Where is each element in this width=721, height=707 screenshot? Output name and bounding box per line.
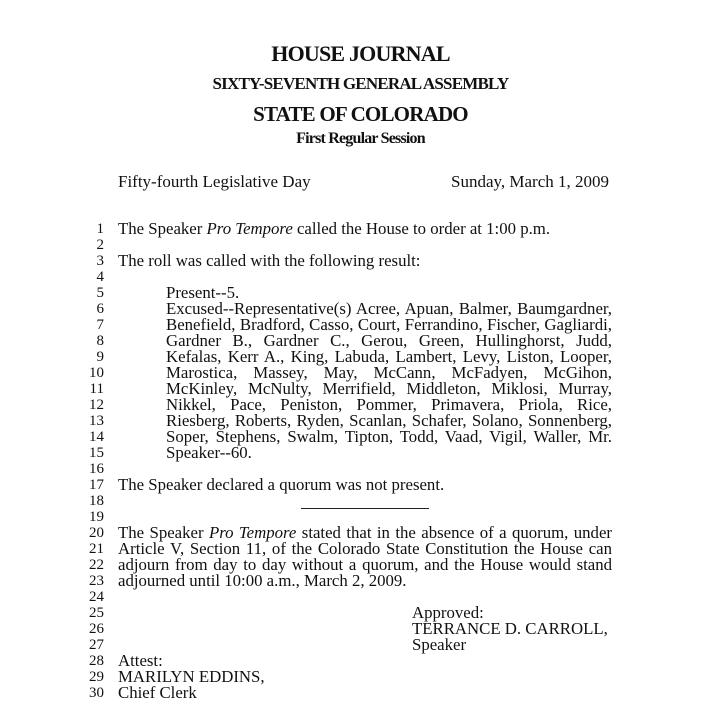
journal-title: HOUSE JOURNAL [271, 41, 450, 66]
adjournment-text-end: stated that in the absence of a quorum, under [296, 523, 612, 542]
line-number: 6 [96, 301, 104, 317]
attest-label: Attest: [118, 651, 163, 670]
line-number: 21 [89, 541, 104, 557]
roll-call-intro: The roll was called with the following result: [118, 251, 421, 270]
line-number: 20 [89, 525, 104, 541]
line-number: 19 [89, 509, 104, 525]
line-number: 25 [89, 605, 104, 621]
adjournment-line: Article V, Section 11, of the Colorado State Constitution the House can [118, 539, 612, 558]
call-to-order-line [118, 221, 550, 237]
section-divider [301, 508, 429, 509]
roll-excused-line: Riesberg, Roberts, Ryden, Scanlan, Schafer, Solano, Sonnenberg, [166, 411, 612, 430]
line-number: 23 [89, 573, 104, 589]
line-number: 3 [96, 253, 104, 269]
quorum-statement: The Speaker declared a quorum was not present. [118, 475, 445, 494]
roll-excused-line: Gardner B., Gardner C., Gerou, Green, Hullinghorst, Judd, [166, 331, 612, 350]
pro-tempore-emphasis: Pro Tempore [208, 523, 297, 542]
line-number: 18 [89, 493, 104, 509]
roll-excused-line: Excused--Representative(s) Acree, Apuan, Balmer, Baumgardner, [166, 299, 612, 318]
line-number: 14 [89, 429, 104, 445]
line-number: 2 [96, 237, 104, 253]
approved-label: Approved: [412, 603, 484, 622]
line-number: 24 [89, 589, 104, 605]
state-heading: STATE OF COLORADO [253, 102, 468, 126]
call-to-order-text-end: called the House to order at 1:00 p.m. [292, 219, 551, 238]
roll-excused-line: Kefalas, Kerr A., King, Labuda, Lambert, Levy, Liston, Looper, [166, 347, 612, 366]
line-number: 15 [89, 445, 104, 461]
speaker-title: Speaker [412, 635, 467, 654]
line-number: 27 [89, 637, 104, 653]
roll-present: Present--5. [166, 283, 240, 302]
roll-excused-line: Soper, Stephens, Swalm, Tipton, Todd, Vaad, Vigil, Waller, Mr. [166, 427, 612, 446]
line-number: 4 [96, 269, 104, 285]
clerk-title: Chief Clerk [118, 683, 197, 702]
adjournment-line: adjourn from day to day without a quorum, and the House would stand [118, 555, 612, 574]
legislative-day: Fifty-fourth Legislative Day [118, 172, 311, 191]
line-number: 7 [96, 317, 104, 333]
roll-total: Speaker--60. [166, 443, 252, 462]
line-number: 1 [96, 221, 104, 237]
clerk-name: MARILYN EDDINS, [118, 667, 265, 686]
roll-excused-line: Benefield, Bradford, Casso, Court, Ferrandino, Fischer, Gagliardi, [166, 315, 612, 334]
call-to-order-text: The Speaker [118, 219, 207, 238]
assembly-heading: SIXTY-SEVENTH GENERAL ASSEMBLY [212, 74, 509, 93]
line-number: 11 [89, 381, 104, 397]
line-number: 8 [96, 333, 104, 349]
adjournment-line: adjourned until 10:00 a.m., March 2, 2009. [118, 571, 407, 590]
roll-excused-line: Nikkel, Pace, Peniston, Pommer, Primavera, Priola, Rice, [166, 395, 612, 414]
line-number: 30 [89, 685, 104, 701]
roll-excused-line: Marostica, Massey, May, McCann, McFadyen, McGihon, [166, 363, 612, 382]
adjournment-text: The Speaker [118, 523, 209, 542]
line-number: 12 [89, 397, 104, 413]
line-number: 17 [89, 477, 104, 493]
session-heading: First Regular Session [296, 130, 425, 147]
line-number: 26 [89, 621, 104, 637]
line-number: 13 [89, 413, 104, 429]
line-number: 9 [96, 349, 104, 365]
line-number: 28 [89, 653, 104, 669]
line-number: 16 [89, 461, 104, 477]
line-number: 10 [89, 365, 104, 381]
line-number: 22 [89, 557, 104, 573]
pro-tempore-emphasis: Pro Tempore [206, 219, 293, 238]
speaker-name: TERRANCE D. CARROLL, [412, 619, 608, 638]
line-number: 5 [96, 285, 104, 301]
roll-excused-line: McKinley, McNulty, Merrifield, Middleton, Miklosi, Murray, [166, 379, 612, 398]
journal-date: Sunday, March 1, 2009 [451, 172, 610, 191]
line-number: 29 [89, 669, 104, 685]
